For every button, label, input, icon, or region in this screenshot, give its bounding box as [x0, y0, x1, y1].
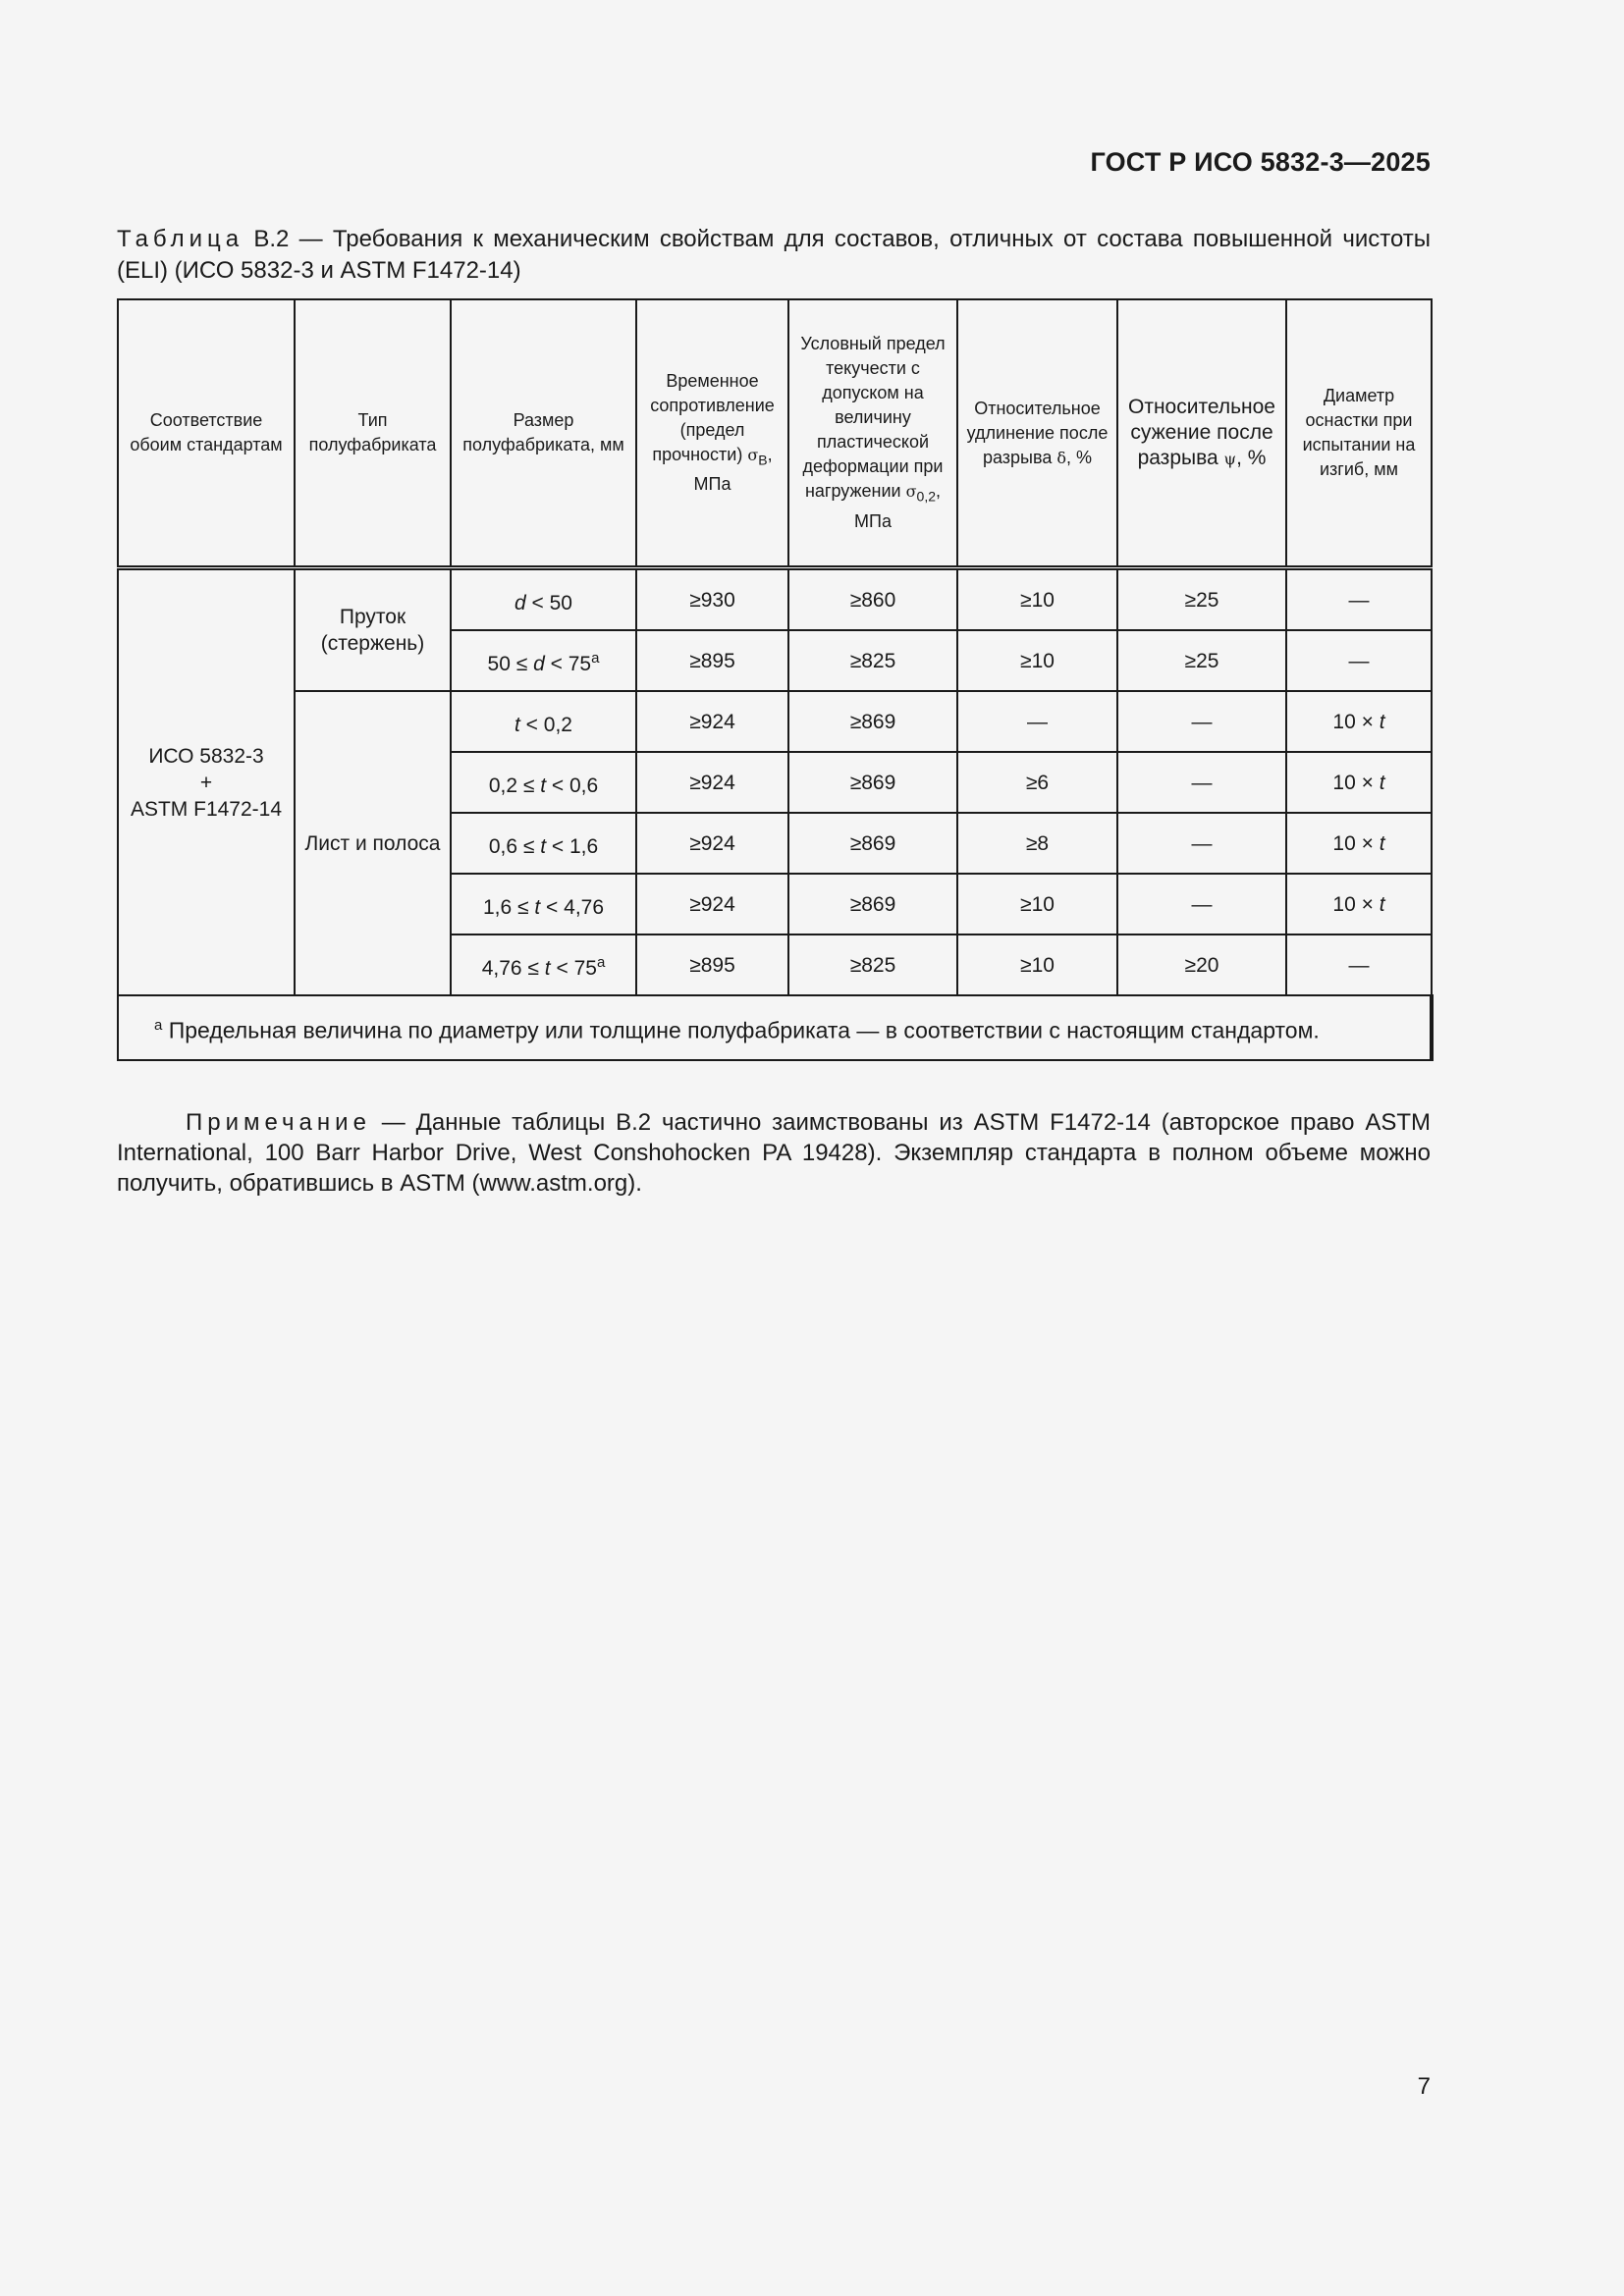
tensile-cell: ≥895	[636, 934, 788, 995]
bend-cell: 10 × t	[1286, 691, 1432, 752]
elongation-cell: ≥8	[957, 813, 1117, 874]
sigma-symbol: σ	[747, 445, 759, 464]
tensile-cell: ≥895	[636, 630, 788, 691]
yield-cell: ≥869	[788, 813, 957, 874]
size-cell: 0,6 ≤ t < 1,6	[451, 813, 636, 874]
yield-cell: ≥825	[788, 630, 957, 691]
header-tensile-strength	[636, 299, 788, 568]
table-caption	[117, 224, 1431, 287]
sigma-sub-b: В	[758, 452, 768, 468]
elongation-cell: ≥10	[957, 874, 1117, 934]
header-size: Размер полуфабриката, мм	[451, 299, 636, 568]
header-elongation-unit: , %	[1066, 447, 1093, 467]
header-yield-unit: , МПа	[854, 481, 942, 531]
sigma-symbol: σ	[905, 482, 917, 502]
reduction-cell: —	[1117, 691, 1286, 752]
header-yield-strength	[788, 299, 957, 568]
header-elongation	[957, 299, 1117, 568]
reduction-cell: —	[1117, 752, 1286, 813]
reduction-cell: ≥25	[1117, 568, 1286, 631]
document-code: ГОСТ Р ИСО 5832-3—2025	[1090, 147, 1431, 177]
footnote-mark: a	[154, 1016, 163, 1034]
note-label: Примечание	[186, 1109, 371, 1136]
footnote-text: Предельная величина по диаметру или толщине полуфабриката — в соответствии с настоящим стандартом.	[162, 1017, 1320, 1043]
bend-cell: —	[1286, 934, 1432, 995]
size-cell: 1,6 ≤ t < 4,76	[451, 874, 636, 934]
caption-text: — Требования к механическим свойствам для составов, отличных от состава повышенной чистоты (ELI) (ИСО 5832-3 и ASTM F1472-14)	[117, 226, 1432, 284]
size-cell: $50 \le d < 75^a$	[451, 630, 636, 691]
elongation-cell: ≥6	[957, 752, 1117, 813]
yield-cell: ≥869	[788, 874, 957, 934]
yield-cell: ≥869	[788, 752, 957, 813]
caption-label: Таблица	[117, 226, 244, 252]
table-footnote	[118, 995, 1432, 1060]
elongation-cell: ≥10	[957, 568, 1117, 631]
footnote-row	[118, 995, 1432, 1060]
note-text: — Данные таблицы В.2 частично заимствованы из ASTM F1472-14 (авторское право ASTM International, 100 Barr Harbor Drive, West Conshohocken PA 19428). Экземпляр стандарта в полном объеме можно получить, обратившись в ASTM (www.astm.org).	[117, 1109, 1431, 1197]
header-bend-diameter: Диаметр оснастки при испытании на изгиб, мм	[1286, 299, 1432, 568]
reduction-cell: ≥25	[1117, 630, 1286, 691]
page-number: 7	[1417, 2073, 1431, 2100]
yield-cell: ≥825	[788, 934, 957, 995]
standards-group-cell: ИСО 5832-3 + ASTM F1472-14	[118, 568, 295, 996]
elongation-cell: ≥10	[957, 934, 1117, 995]
elongation-cell: ≥10	[957, 630, 1117, 691]
delta-symbol: δ	[1056, 448, 1067, 467]
table-row	[118, 691, 1432, 752]
tensile-cell: ≥930	[636, 568, 788, 631]
elongation-cell: —	[957, 691, 1117, 752]
tensile-cell: ≥924	[636, 813, 788, 874]
bend-cell: 10 × t	[1286, 813, 1432, 874]
header-tensile-unit: , МПа	[693, 444, 773, 495]
bend-cell: —	[1286, 568, 1432, 631]
bend-cell: —	[1286, 630, 1432, 691]
table-header-row	[118, 299, 1432, 568]
header-yield-text: Условный предел текучести с допуском на величину пластической деформации при нагружении	[800, 334, 946, 502]
psi-symbol: ψ	[1223, 449, 1237, 468]
tensile-cell: ≥924	[636, 752, 788, 813]
header-reduction-area	[1117, 299, 1286, 568]
yield-cell: ≥869	[788, 691, 957, 752]
header-reduction-unit: , %	[1236, 446, 1267, 469]
table-note	[117, 1107, 1431, 1199]
reduction-cell: —	[1117, 813, 1286, 874]
product-type-bar: Пруток (стержень)	[295, 568, 451, 692]
table-row	[118, 568, 1432, 631]
size-cell: 0,2 ≤ t < 0,6	[451, 752, 636, 813]
reduction-cell: ≥20	[1117, 934, 1286, 995]
tensile-cell: ≥924	[636, 691, 788, 752]
size-cell: d < 50	[451, 568, 636, 631]
header-standards: Соответствие обоим стандартам	[118, 299, 295, 568]
reduction-cell: —	[1117, 874, 1286, 934]
yield-cell: ≥860	[788, 568, 957, 631]
size-cell: t < 0,2	[451, 691, 636, 752]
caption-number: В.2	[253, 226, 290, 252]
header-product-type: Тип полуфабриката	[295, 299, 451, 568]
size-cell: $4,76 \le t < 75^a$	[451, 934, 636, 995]
bend-cell: 10 × t	[1286, 874, 1432, 934]
header-elongation-text: Относительное удлинение после разрыва	[966, 398, 1109, 467]
product-type-sheet: Лист и полоса	[295, 691, 451, 995]
tensile-cell: ≥924	[636, 874, 788, 934]
sigma-sub-02: 0,2	[916, 488, 937, 505]
bend-cell: 10 × t	[1286, 752, 1432, 813]
mechanical-properties-table	[117, 298, 1434, 1061]
header-reduction-text: Относительное сужение после разрыва	[1128, 395, 1275, 469]
header-tensile-text: Временное сопротивление (предел прочности)	[650, 370, 775, 464]
